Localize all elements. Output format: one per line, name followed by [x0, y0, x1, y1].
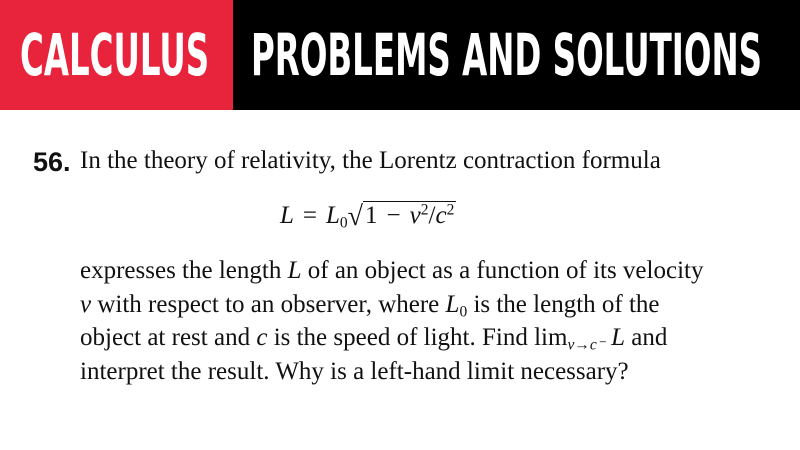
formula-c-exp: 2 — [446, 201, 455, 219]
problem-line-5: interpret the result. Why is a left-hand limit necessary? — [80, 358, 629, 385]
line3-post: is the length of the — [467, 291, 660, 318]
formula-v-exp: 2 — [420, 201, 429, 219]
calculus-title: CALCULUS — [20, 21, 210, 89]
line4-var-c: c — [256, 324, 268, 351]
line3-L0: L — [445, 291, 460, 318]
limit-subscript: v→c⁻ — [567, 336, 605, 354]
lorentz-formula — [280, 198, 456, 233]
formula-one: 1 — [365, 202, 378, 229]
problem-number: 56. — [33, 147, 71, 177]
problem-line-4 — [80, 322, 667, 354]
formula-L0-sub: 0 — [339, 214, 348, 232]
formula-L0: L — [326, 202, 340, 229]
problem-line-1: In the theory of relativity, the Lorentz contraction formula — [80, 147, 661, 174]
formula-slash: / — [428, 202, 436, 229]
line4-var-L: L — [611, 324, 626, 351]
line4-mid: is the speed of light. Find lim — [267, 324, 568, 351]
sqrt-symbol: √ — [347, 201, 364, 232]
formula-minus: − — [386, 202, 401, 229]
sqrt-radicand — [363, 201, 456, 230]
line4-pre: object at rest and — [80, 324, 257, 351]
formula-lhs: L — [280, 202, 294, 229]
line2-pre: expresses the length — [80, 257, 288, 284]
formula-v: v — [409, 202, 421, 229]
line3-mid: with respect to an observer, where — [91, 291, 446, 318]
problem-line-2 — [80, 255, 703, 287]
line3-var-v: v — [80, 291, 92, 318]
line3-L0-sub: 0 — [459, 303, 468, 321]
problems-title: PROBLEMS AND SOLUTIONS — [251, 21, 763, 89]
problem-line-3 — [80, 289, 660, 321]
line2-post: of an object as a function of its velocity — [301, 257, 704, 284]
line2-var-L: L — [287, 257, 302, 284]
formula-c: c — [435, 202, 447, 229]
formula-equals: = — [302, 202, 318, 229]
line4-post: and — [625, 324, 668, 351]
